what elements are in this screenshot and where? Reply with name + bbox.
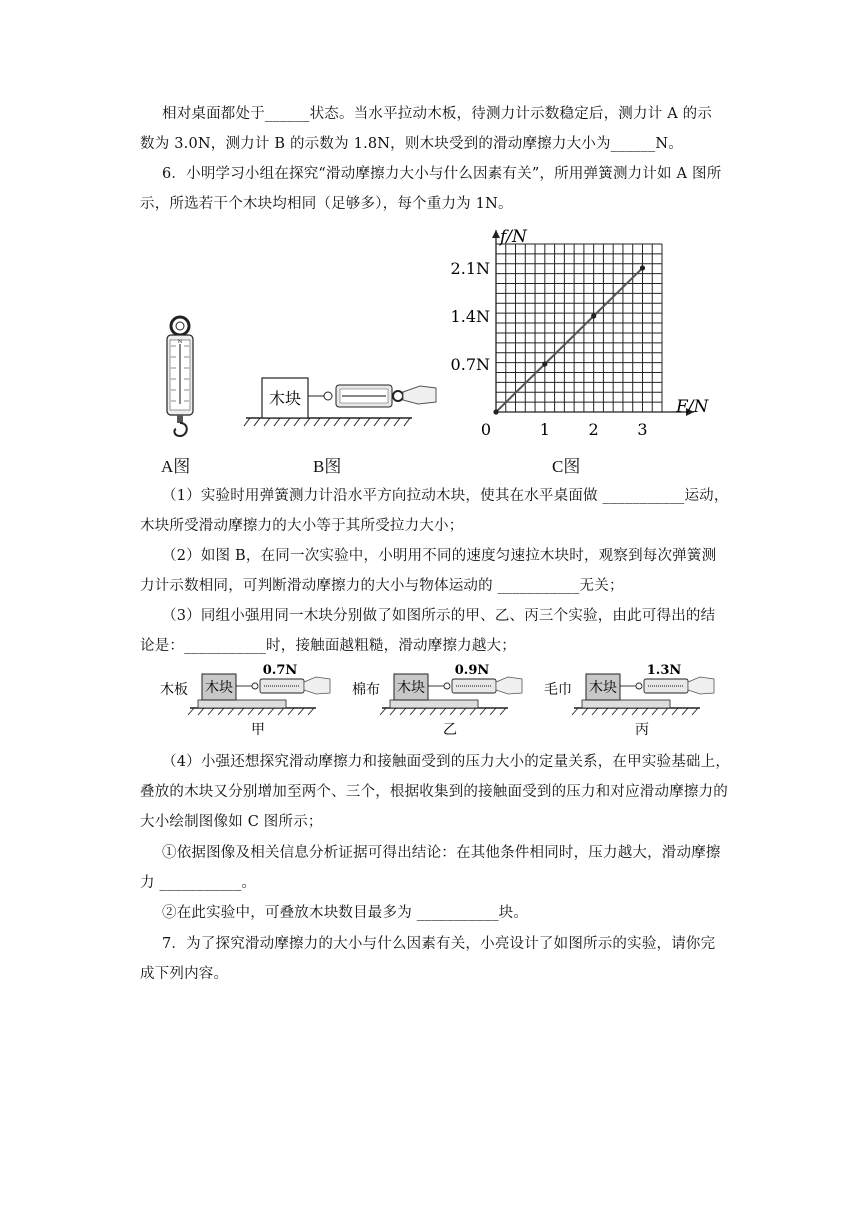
text-line-2: 数为 3.0N，测力计 B 的示数为 1.8N，则木块受到的滑动摩擦力大小为______N。 bbox=[140, 136, 683, 152]
question-7-line-1: 7．为了探究滑动摩擦力的大小与什么因素有关，小亮设计了如图所示的实验，请你完 bbox=[162, 936, 716, 952]
sub-question-3-line-1: （3）同组小强用同一木块分别做了如图所示的甲、乙、丙三个实验，由此可得出的结 bbox=[162, 608, 716, 624]
x-tick-label: 1 bbox=[539, 420, 550, 439]
surface-board bbox=[390, 700, 478, 708]
sub-question-4-line-3: 大小绘制图像如 C 图所示； bbox=[140, 814, 323, 830]
ground-hatch bbox=[632, 708, 638, 715]
experiments-figure bbox=[160, 660, 720, 738]
question-6-line-1: 6．小明学习小组在探究“滑动摩擦力大小与什么因素有关”，所用弹簧测力计如 A 图所 bbox=[162, 166, 722, 182]
question-7-line-2: 成下列内容。 bbox=[140, 966, 229, 982]
experiment-3 bbox=[544, 663, 714, 738]
ground-hatch bbox=[480, 708, 486, 715]
ground-hatch bbox=[642, 708, 648, 715]
ground-hatch bbox=[268, 708, 274, 715]
ground-hatch bbox=[400, 708, 406, 715]
surface-label: 棉布 bbox=[352, 682, 380, 698]
chart-y-label: f/N bbox=[500, 227, 527, 247]
data-point bbox=[493, 409, 498, 414]
ground-hatch bbox=[278, 708, 284, 715]
ground-hatch bbox=[258, 708, 264, 715]
gauge-unit: N bbox=[177, 339, 183, 345]
experiment-caption: 甲 bbox=[251, 722, 265, 738]
sub-question-1-line-1: （1）实验时用弹簧测力计沿水平方向拉动木块，使其在水平桌面做 ___________运动， bbox=[162, 488, 729, 504]
ground-hatch bbox=[298, 708, 304, 715]
hand bbox=[688, 677, 714, 694]
ground-hatch bbox=[652, 708, 658, 715]
figure-a-label: A图 bbox=[161, 457, 191, 476]
ground-hatch bbox=[188, 708, 194, 715]
experiment-caption: 丙 bbox=[635, 722, 649, 738]
figure-a-spring-scale bbox=[155, 312, 207, 442]
x-tick-label: 2 bbox=[588, 420, 599, 439]
block-b-text: 木块 bbox=[268, 389, 302, 408]
ground-hatch bbox=[470, 708, 476, 715]
ground-hatch bbox=[490, 708, 496, 715]
x-tick-label: 0 bbox=[480, 420, 492, 439]
ground-hatch bbox=[460, 708, 466, 715]
ground-hatch bbox=[308, 708, 314, 715]
figure-c-label: C图 bbox=[552, 457, 581, 476]
scale-hook bbox=[636, 683, 642, 689]
ground-hatch bbox=[218, 708, 224, 715]
ground-hatch bbox=[288, 708, 294, 715]
ground-hatch bbox=[228, 708, 234, 715]
experiment-1 bbox=[160, 663, 330, 738]
wood-block-text: 木块 bbox=[589, 680, 617, 696]
ground-hatch bbox=[390, 708, 396, 715]
ground-hatch bbox=[500, 708, 506, 715]
experiment-2 bbox=[352, 663, 522, 738]
ground-hatch bbox=[450, 708, 456, 715]
ground-hatch bbox=[582, 708, 588, 715]
sub-question-2-line-1: （2）如图 B，在同一次实验中，小明用不同的速度匀速拉木块时，观察到每次弹簧测 bbox=[162, 548, 717, 564]
ground-hatch bbox=[692, 708, 698, 715]
ground-hatch bbox=[602, 708, 608, 715]
chart-x-label: F/N bbox=[676, 397, 709, 417]
data-point bbox=[542, 361, 547, 366]
figure-c-chart bbox=[440, 222, 710, 442]
data-point bbox=[591, 313, 596, 318]
surface-board bbox=[582, 700, 670, 708]
data-point bbox=[640, 265, 645, 270]
ground-hatch bbox=[682, 708, 688, 715]
surface-board bbox=[198, 700, 286, 708]
hand bbox=[304, 677, 330, 694]
text-line-1: 相对桌面都处于______状态。当水平拉动木板，待测力计示数稳定后，测力计 A 的示 bbox=[162, 106, 713, 122]
experiment-caption: 乙 bbox=[443, 722, 457, 738]
ground-hatch bbox=[592, 708, 598, 715]
y-axis-arrow bbox=[492, 230, 500, 238]
ground-hatch bbox=[198, 708, 204, 715]
ground-hatch bbox=[440, 708, 446, 715]
ground-hatch bbox=[662, 708, 668, 715]
figure-b-setup bbox=[240, 372, 440, 432]
sub-question-4-line-1: （4）小强还想探究滑动摩擦力和接触面受到的压力大小的定量关系，在甲实验基础上， bbox=[162, 754, 731, 770]
reading-label: 0.9N bbox=[454, 663, 490, 678]
wood-block-text: 木块 bbox=[397, 680, 425, 696]
ground-hatch bbox=[238, 708, 244, 715]
wood-block-text: 木块 bbox=[205, 680, 233, 696]
scale-hook bbox=[444, 683, 450, 689]
sub-question-4-line-2: 叠放的木块又分别增加至两个、三个，根据收集到的接触面受到的压力和对应滑动摩擦力的 bbox=[140, 784, 728, 800]
ground-hatch bbox=[420, 708, 426, 715]
ground-hatch bbox=[612, 708, 618, 715]
ground-hatch bbox=[622, 708, 628, 715]
ground-hatch bbox=[248, 708, 254, 715]
reading-label: 1.3N bbox=[646, 663, 682, 678]
sub-question-4a-line-2: 力 ___________。 bbox=[140, 875, 257, 891]
figure-b-label: B图 bbox=[313, 457, 342, 476]
ground-hatch bbox=[430, 708, 436, 715]
sub-question-4a-line-1: ①依据图像及相关信息分析证据可得出结论：在其他条件相同时，压力越大，滑动摩擦 bbox=[162, 845, 721, 861]
y-tick-label: 2.1N bbox=[450, 259, 490, 278]
data-line bbox=[496, 268, 642, 412]
y-tick-label: 0.7N bbox=[450, 355, 490, 374]
sub-question-3-line-2: 论是：___________时，接触面越粗糙，滑动摩擦力越大； bbox=[140, 638, 516, 654]
reading-label: 0.7N bbox=[262, 663, 298, 678]
surface-label: 木板 bbox=[160, 682, 188, 698]
sub-question-4b: ②在此实验中，可叠放木块数目最多为 ___________块。 bbox=[162, 905, 529, 921]
hand bbox=[496, 677, 522, 694]
ground-hatch bbox=[380, 708, 386, 715]
scale-hook bbox=[252, 683, 258, 689]
ground-hatch bbox=[572, 708, 578, 715]
ground-hatch bbox=[208, 708, 214, 715]
sub-question-2-line-2: 力计示数相同，可判断滑动摩擦力的大小与物体运动的 ___________无关； bbox=[140, 578, 624, 594]
sub-question-1-line-2: 木块所受滑动摩擦力的大小等于其所受拉力大小； bbox=[140, 518, 464, 534]
question-6-line-2: 示，所选若干个木块均相同（足够多），每个重力为 1N。 bbox=[140, 196, 513, 212]
surface-label: 毛巾 bbox=[544, 682, 572, 698]
ground-hatch bbox=[672, 708, 678, 715]
ground-hatch bbox=[410, 708, 416, 715]
y-tick-label: 1.4N bbox=[450, 307, 490, 326]
x-tick-label: 3 bbox=[637, 420, 648, 439]
